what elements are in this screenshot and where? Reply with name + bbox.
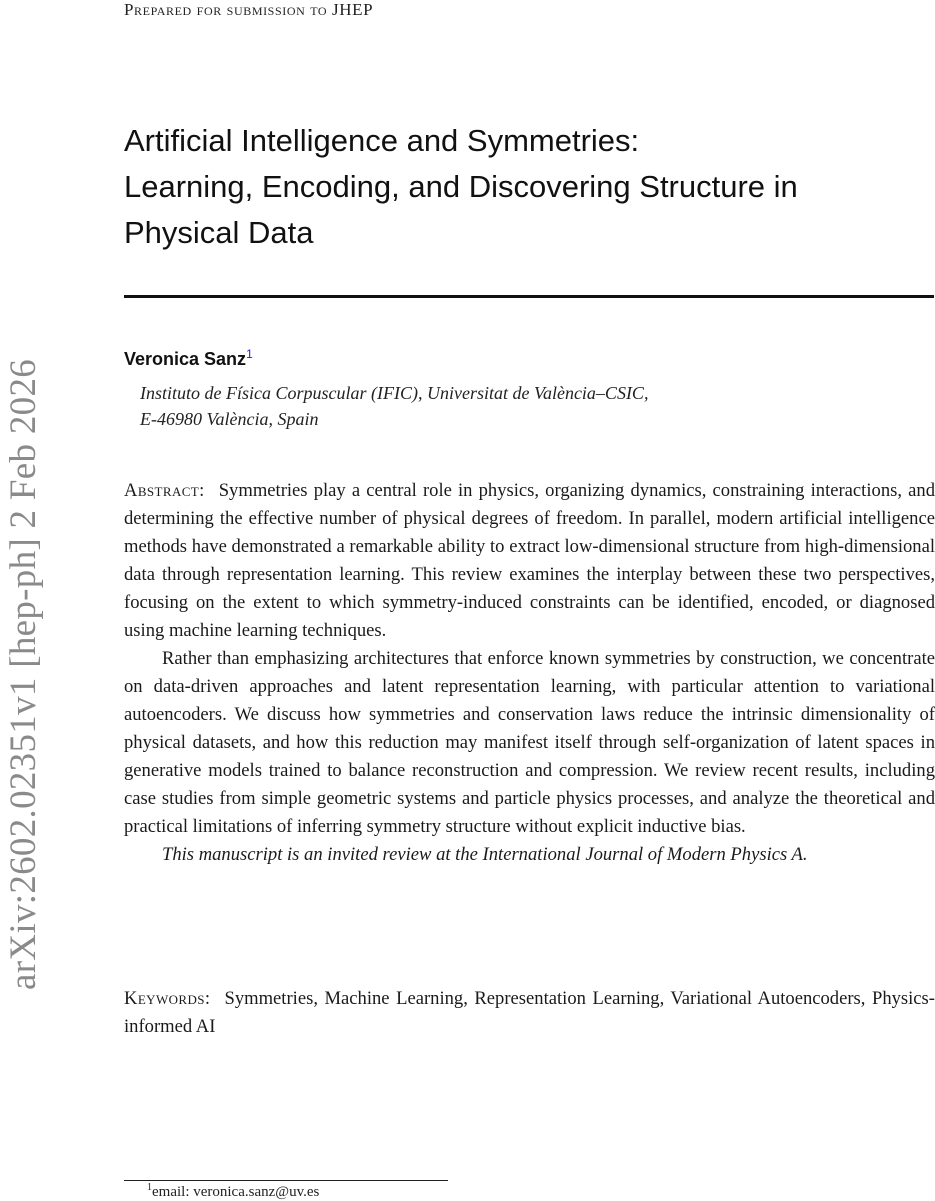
- author-block: [124, 347, 253, 370]
- title-line-2: Learning, Encoding, and Discovering Structure in: [124, 169, 798, 204]
- footnote-divider: [124, 1180, 448, 1181]
- affiliation-line-2: E-46980 València, Spain: [140, 409, 319, 429]
- abstract-text-1: Symmetries play a central role in physics, organizing dynamics, constraining interactions, and determining the effective number of physical degrees of freedom. In parallel, modern artificial intelligence methods have demonstrated a remarkable ability to extract low-dimensional structure from high-dimensional data through representation learning. This review examines the interplay between these two perspectives, focusing on the extent to which symmetry-induced constraints can be identified, encoded, or diagnosed using machine learning techniques.: [124, 480, 935, 641]
- footnote: [147, 1182, 319, 1201]
- abstract-paragraph-1: [124, 477, 935, 645]
- title-divider: [124, 295, 934, 298]
- abstract-label: Abstract:: [124, 480, 205, 501]
- author-name: Veronica Sanz: [124, 349, 247, 369]
- arxiv-identifier-stamp[interactable]: arXiv:2602.02351v1 [hep-ph] 2 Feb 2026: [3, 358, 44, 990]
- title-line-3: Physical Data: [124, 215, 314, 250]
- author-affiliation: [140, 380, 780, 432]
- keywords-text: Symmetries, Machine Learning, Representation Learning, Variational Autoencoders, Physics-informed AI: [124, 988, 935, 1037]
- title-line-1: Artificial Intelligence and Symmetries:: [124, 123, 640, 158]
- footnote-email[interactable]: email: veronica.sanz@uv.es: [152, 1184, 320, 1200]
- footnote-mark: 1: [147, 1182, 152, 1193]
- abstract-section: [124, 477, 935, 869]
- author-footnote-link[interactable]: 1: [246, 347, 253, 361]
- affiliation-line-1: Instituto de Física Corpuscular (IFIC), Universitat de València–CSIC,: [140, 383, 649, 403]
- journal-header: Prepared for submission to JHEP: [124, 0, 374, 19]
- abstract-paragraph-2: Rather than emphasizing architectures that enforce known symmetries by construction, we concentrate on data-driven approaches and latent representation learning, with particular attention to variational autoencoders. We discuss how symmetries and conservation laws reduce the intrinsic dimensionality of physical datasets, and how this reduction may manifest itself through self-organization of latent spaces in generative models trained to balance reconstruction and compression. We review recent results, including case studies from simple geometric systems and particle physics processes, and analyze the theoretical and practical limitations of inferring symmetry structure without explicit inductive bias.: [124, 648, 935, 837]
- keywords-label: Keywords:: [124, 988, 211, 1009]
- keywords-section: [124, 985, 935, 1041]
- paper-title: [124, 118, 934, 256]
- abstract-paragraph-3: This manuscript is an invited review at the International Journal of Modern Physics A.: [162, 844, 808, 865]
